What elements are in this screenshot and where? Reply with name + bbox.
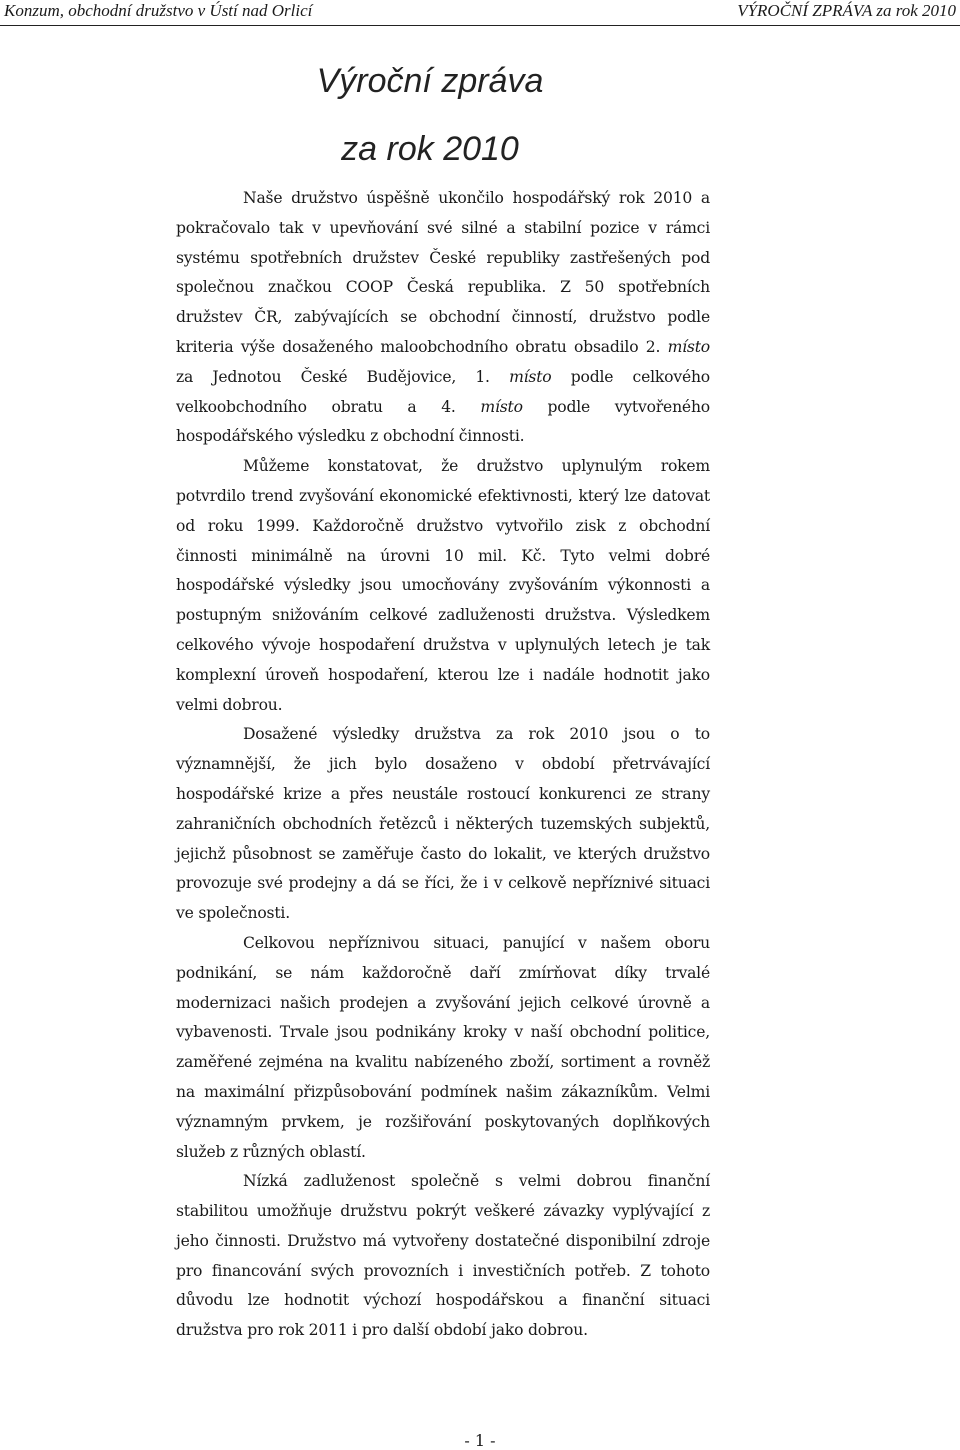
header-company-name: Konzum, obchodní družstvo v Ústí nad Orlicí	[4, 1, 313, 20]
header-report-title: VÝROČNÍ ZPRÁVA za rok 2010	[737, 1, 956, 20]
paragraph-5: Nízká zadluženost společně s velmi dobrou finanční stabilitou umožňuje družstvu pokrýt veškeré závazky vyplývající z jeho činnosti. Družstvo má vytvořeny dostatečné disponibilní zdroje pro financování svých provozních i investičních potřeb. Z tohoto důvodu lze hodnotit výchozí hospodářskou a finanční situaci družstva pro rok 2011 i pro další období jako dobrou.	[176, 1172, 710, 1340]
paragraph-1-emphasis-3: místo	[480, 397, 523, 416]
report-body	[176, 184, 710, 1346]
page-header	[0, 0, 960, 26]
paragraph-1-text-g: podle vytvořeného hospodářského výsledku z obchodní činnosti.	[176, 397, 710, 446]
paragraph-3: Dosažené výsledky družstva za rok 2010 jsou o to významnější, že jich bylo dosaženo v období přetrvávající hospodářské krize a přes neustále rostoucí konkurenci ze strany zahraničních obchodních řetězců i některých tuzemských subjektů, jejichž působnost se zaměřuje často do lokalit, ve kterých družstvo provozuje své prodejny a dá se říci, že i v celkově nepříznivé situaci ve společnosti.	[176, 725, 710, 923]
paragraph-1-text-c: za Jednotou České Budějovice, 1.	[176, 367, 510, 386]
paragraph-4: Celkovou nepříznivou situaci, panující v našem oboru podnikání, se nám každoročně daří zmírňovat díky trvalé modernizaci našich prodejen a zvyšování jejich celkové úrovně a vybavenosti. Trvale jsou podnikány kroky v naší obchodní politice, zaměřené zejména na kvalitu nabízeného zboží, sortiment a rovněž na maximální přizpůsobování podmínek našim zákazníkům. Velmi významným prvkem, je rozšiřování poskytovaných doplňkových služeb z různých oblastí.	[176, 933, 710, 1161]
paragraph-2: Můžeme konstatovat, že družstvo uplynulým rokem potvrdilo trend zvyšování ekonomické efektivnosti, který lze datovat od roku 1999. Každoročně družstvo vytvořilo zisk z obchodní činnosti minimálně na úrovni 10 mil. Kč. Tyto velmi dobré hospodářské výsledky jsou umocňovány zvyšováním výkonnosti a postupným snižováním celkové zadluženosti družstva. Výsledkem celkového vývoje hospodaření družstva v uplynulých letech je tak komplexní úroveň hospodaření, kterou lze i nadále hodnotit jako velmi dobrou.	[176, 457, 710, 714]
paragraph-1	[176, 184, 710, 452]
page-number: - 1 -	[464, 1431, 496, 1450]
document-title: Výroční zpráva	[316, 62, 544, 100]
paragraph-1-text-a: Naše družstvo úspěšně ukončilo hospodářský rok 2010 a pokračovalo tak v upevňování své silné a stabilní pozice v rámci systému spotřebních družstev České republiky zastřešených pod společnou značkou COOP Česká republika. Z 50 spotřebních družstev ČR, zabývajících se obchodní činností, družstvo podle kriteria výše dosaženého maloobchodního obratu obsadilo 2.	[176, 189, 710, 356]
paragraph-1-emphasis-2: místo	[509, 367, 552, 386]
document-subtitle: za rok 2010	[341, 130, 519, 168]
paragraph-1-text-e: podle celkového velkoobchodního obratu a 4.	[176, 367, 710, 416]
paragraph-1-emphasis-1: místo	[667, 337, 710, 356]
